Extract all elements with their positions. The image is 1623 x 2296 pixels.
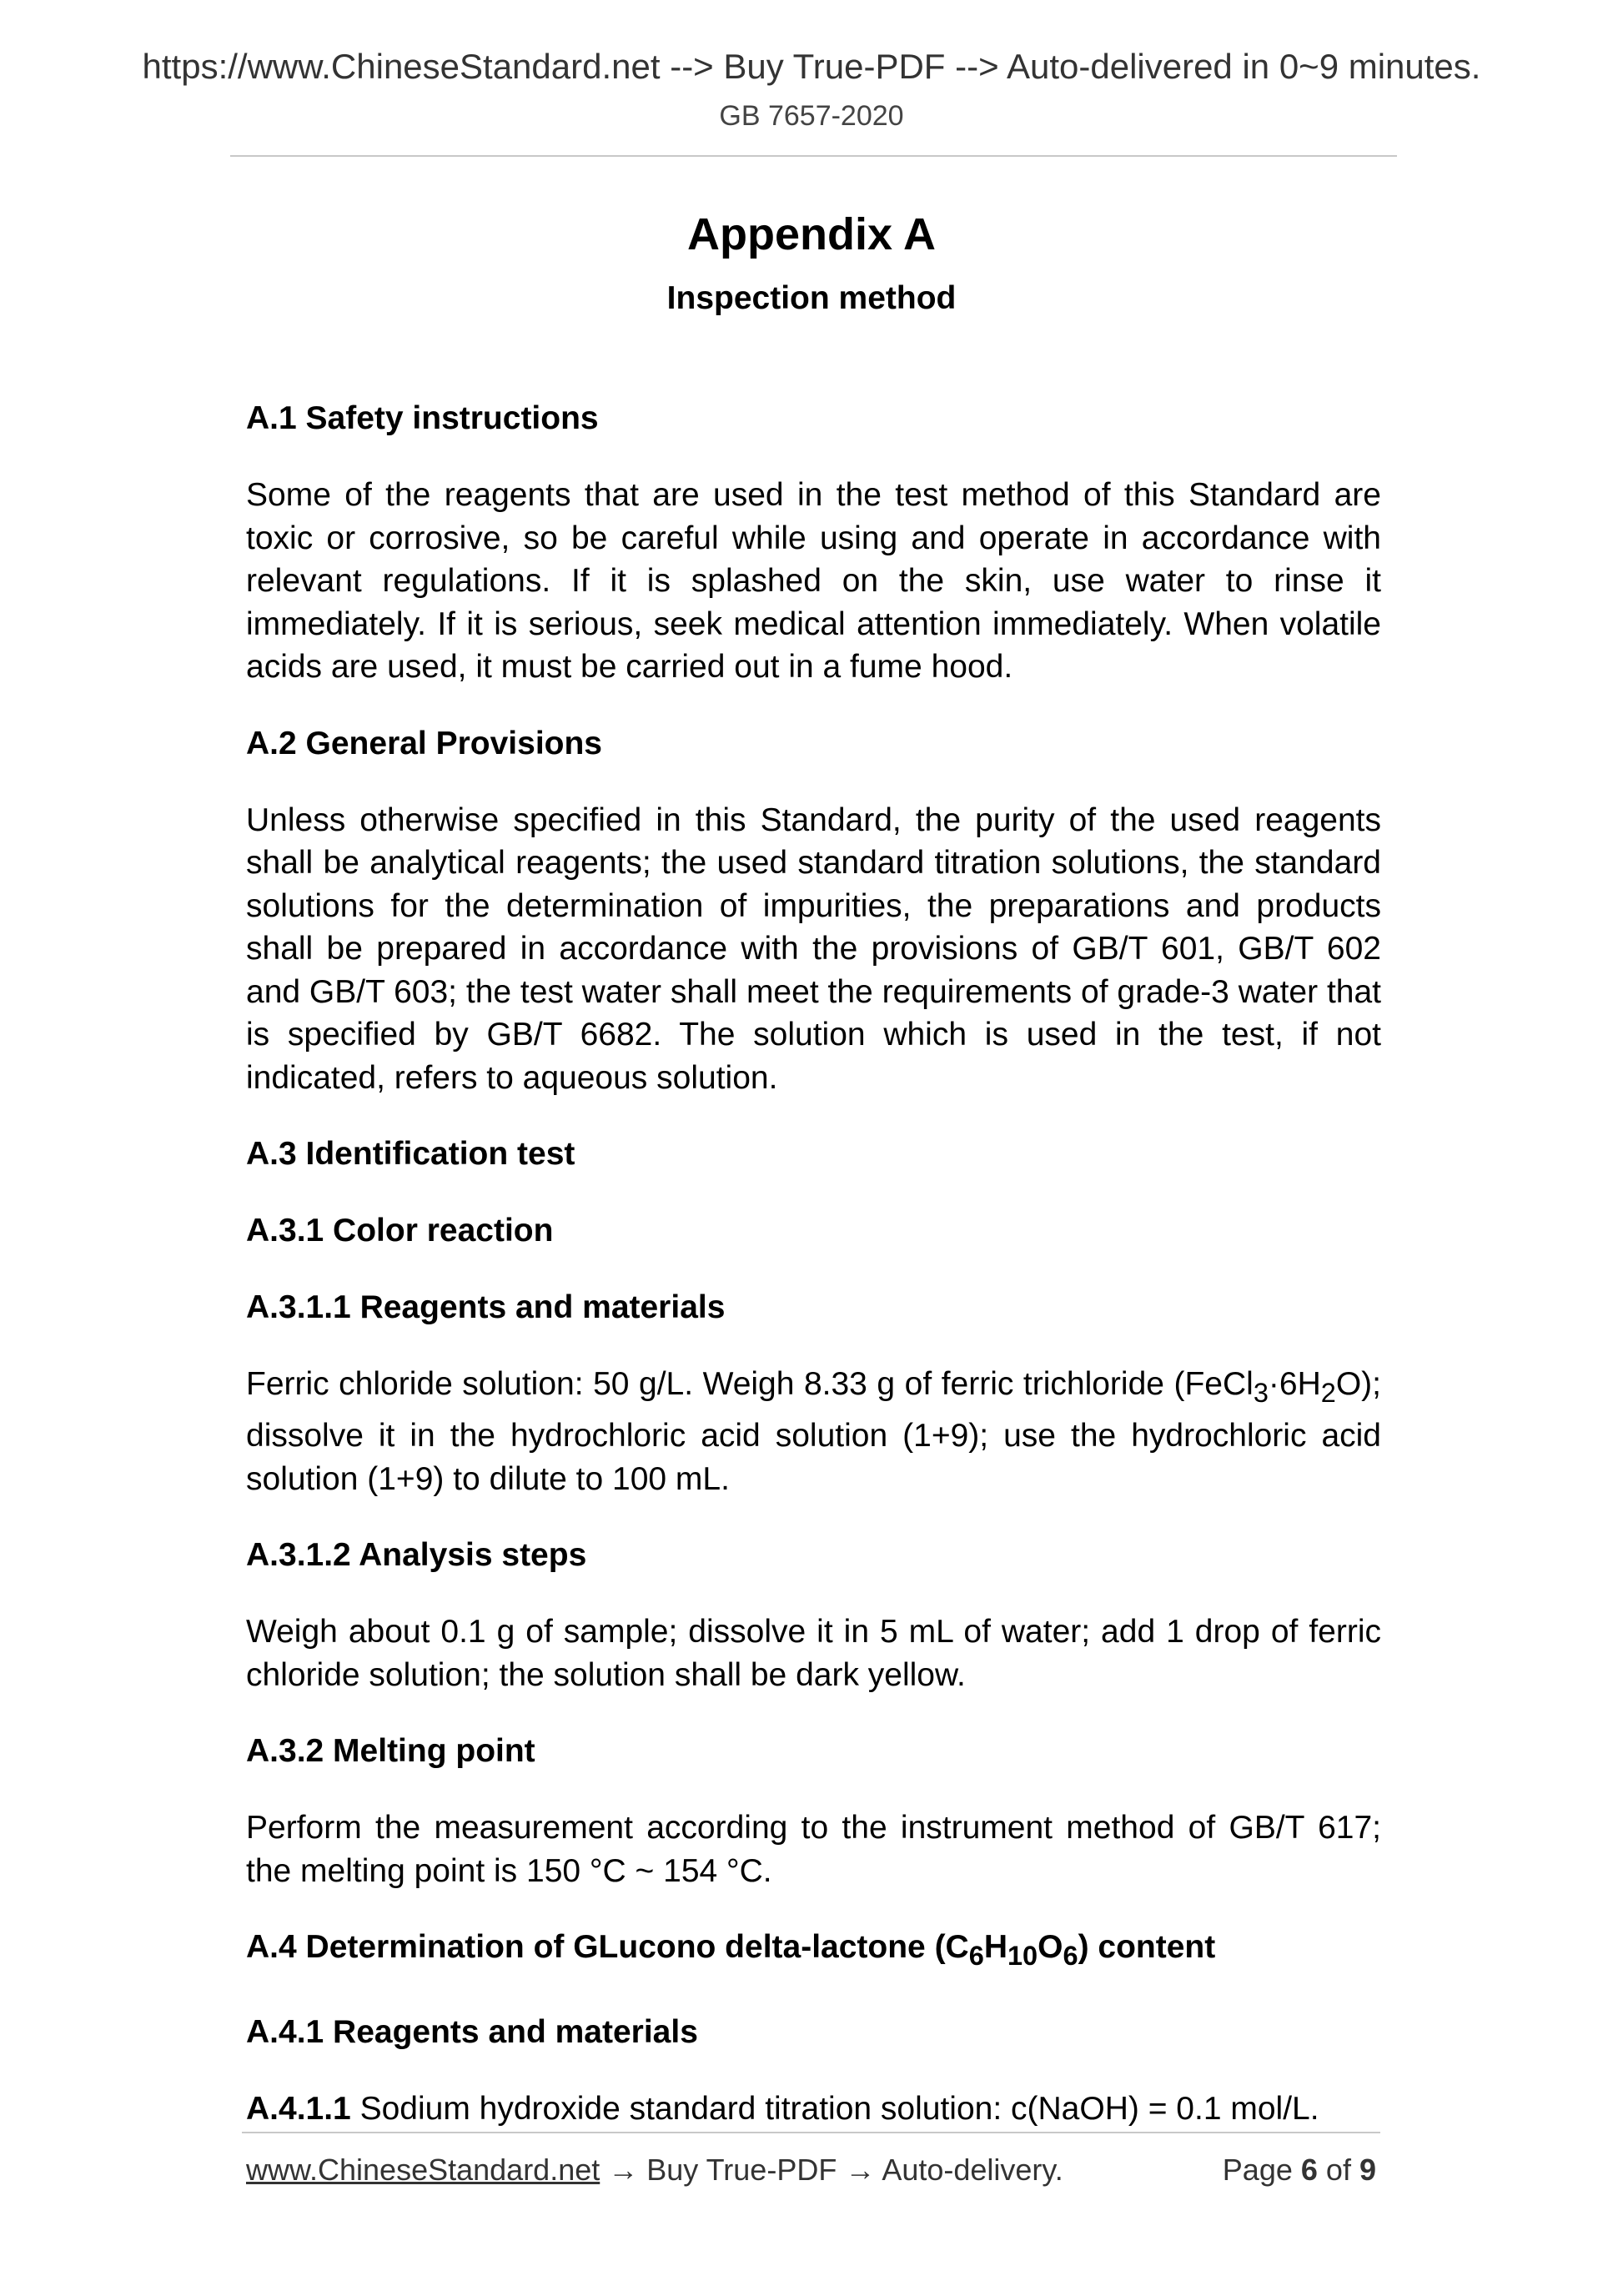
section-heading-a4-1: A.4.1 Reagents and materials (246, 2014, 698, 2051)
page-indicator (1223, 2150, 1376, 2190)
header-url-line: https://www.ChineseStandard.net --> Buy True-PDF --> Auto-delivered in 0~9 minutes. (142, 47, 1481, 86)
section-heading-a3-2: A.3.2 Melting point (246, 1733, 535, 1770)
section-text-a3-1-1 (246, 1363, 1381, 1500)
section-heading-a3: A.3 Identification test (246, 1136, 575, 1172)
text-segment: ·6H (1268, 1366, 1321, 1402)
section-heading-a3-1-1: A.3.1.1 Reagents and materials (246, 1289, 726, 1325)
footer-trail: → Buy True-PDF → Auto-delivery. (600, 2153, 1063, 2187)
section-heading-a2: A.2 General Provisions (246, 725, 603, 761)
section-heading-a4 (246, 1926, 1381, 1977)
footer-promo (246, 2150, 1063, 2190)
section-text-a1: Some of the reagents that are used in the test method of this Standard are toxic or corrosive, so be careful while using and operate in accordance with relevant regulations. If it is splashed on the skin, use water to rinse it immediately. If it is serious, seek medical attention immediately. When volatile acids are used, it must be carried out in a fume hood. (246, 477, 1381, 685)
section-text-a3-1-2: Weigh about 0.1 g of sample; dissolve it in 5 mL of water; add 1 drop of ferric chloride solution; the solution shall be dark yellow. (246, 1614, 1381, 1693)
section-heading-a3-1-2: A.3.1.2 Analysis steps (246, 1537, 587, 1574)
subscript: 3 (1253, 1377, 1269, 1408)
text-segment: O (1038, 1929, 1063, 1966)
page-number: 6 (1300, 2153, 1318, 2187)
footer-divider (242, 2132, 1380, 2133)
text-segment: A.4 Determination of GLucono delta-lactone (C (246, 1929, 969, 1966)
of-word: of (1325, 2153, 1351, 2187)
subscript: 6 (968, 1941, 984, 1972)
appendix-title: Appendix A (686, 209, 936, 259)
section-heading-a3-1: A.3.1 Color reaction (246, 1213, 554, 1248)
text-segment: Sodium hydroxide standard titration solution: c(NaOH) = 0.1 mol/L. (350, 2091, 1319, 2128)
header-divider (230, 155, 1397, 157)
page-word: Page (1222, 2153, 1293, 2187)
page-total: 9 (1359, 2153, 1376, 2187)
appendix-subtitle: Inspection method (666, 280, 957, 316)
clause-number: A.4.1.1 (246, 2091, 351, 2128)
subscript: 6 (1063, 1941, 1078, 1972)
document-code: GB 7657-2020 (719, 100, 904, 132)
text-segment: Ferric chloride solution: 50 g/L. Weigh 8.33 g of ferric trichloride (FeCl (246, 1366, 1254, 1402)
section-text-a3-2: Perform the measurement according to the instrument method of GB/T 617; the melting point is 150 °C ~ 154 °C. (246, 1810, 1381, 1889)
subscript: 10 (1007, 1941, 1038, 1972)
text-segment: O); dissolve it in the hydrochloric acid solution (1+9); use the hydrochloric acid solution (1+9) to dilute to 100 mL. (246, 1366, 1381, 1497)
section-text-a4-1-1 (246, 2088, 1381, 2131)
footer-site-link[interactable]: www.ChineseStandard.net (246, 2153, 600, 2187)
text-segment: ) content (1078, 1929, 1216, 1966)
document-body (246, 397, 1381, 2164)
section-heading-a1: A.1 Safety instructions (246, 400, 599, 436)
text-segment: H (983, 1929, 1007, 1966)
subscript: 2 (1320, 1377, 1336, 1408)
section-text-a2: Unless otherwise specified in this Standard, the purity of the used reagents shall be analytical reagents; the used standard titration solutions, the standard solutions for the determination of impurities, the preparations and products shall be prepared in accordance with the provisions of GB/T 601, GB/T 602 and GB/T 603; the test water shall meet the requirements of grade-3 water that is specified by GB/T 6682. The solution which is used in the test, if not indicated, refers to aqueous solution. (246, 801, 1381, 1096)
